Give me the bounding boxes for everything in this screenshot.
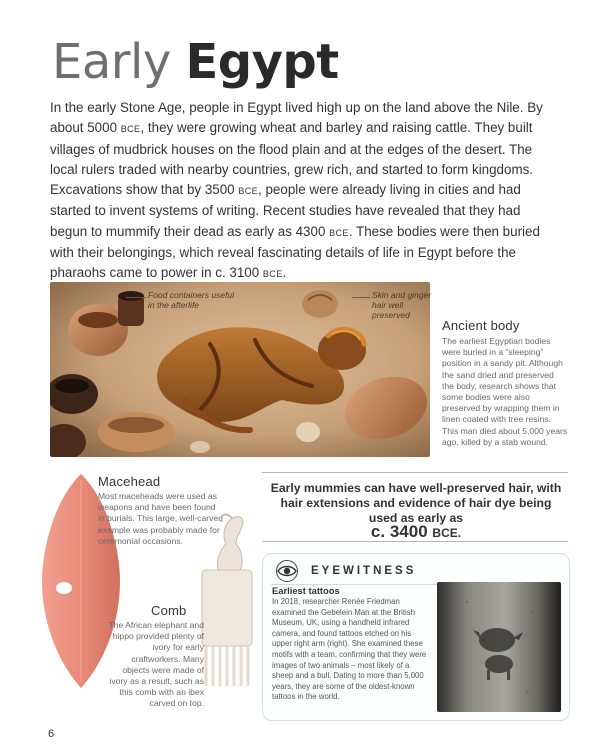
page-title — [52, 34, 339, 90]
era-label: BCE — [238, 186, 259, 197]
comb-image — [196, 510, 258, 690]
quote-date — [371, 522, 461, 541]
eyewitness-label: EYEWITNESS — [311, 565, 417, 577]
ancient-body-heading: Ancient body — [442, 318, 520, 333]
eyewitness-header — [273, 560, 416, 582]
intro-text: . — [282, 265, 287, 281]
eyewitness-subheading: Earliest tattoos — [272, 585, 340, 596]
intro-paragraph — [50, 98, 550, 285]
quote-date-prefix: c. — [370, 522, 386, 542]
intro-text: . These bodies were then buried with their belongings, which reveal fascinating details of life in Egypt before the pharaohs came to power in c. 3100 — [50, 223, 540, 281]
quote-block — [268, 481, 564, 541]
title-bold: Egypt — [185, 34, 339, 90]
era-label: BCE — [262, 269, 283, 280]
ancient-body-text: The earliest Egyptian bodies were buried in a “sleeping” position in a sandy pit. Although the sand dried and preserved the body, research shows that some bodies were also preserved by wrapping them in linen coated with tree resins. This man died about 5,000 years ago, killed by a stab wound. — [442, 336, 568, 447]
eyewitness-box — [262, 553, 570, 721]
era-label: BCE — [329, 227, 349, 238]
quote-text: Early mummies can have well-preserved hair, with hair extensions and evidence of hair dye being used as early as — [270, 481, 562, 525]
tattoo-photo — [437, 582, 561, 712]
skin-caption: Skin and ginger hair well preserved — [372, 290, 432, 320]
quote-rule-bottom — [262, 541, 568, 542]
quote-rule-top — [262, 472, 568, 473]
intro-text: , they were growing wheat and barley and raising cattle. They built villages of mudbrick houses on the flood plain and at the edges of the desert. The local rulers traded with nearby countries, grew rich, and started to form kingdoms. Excavations show that by 3500 — [50, 120, 534, 198]
leader-line — [352, 297, 370, 298]
title-light: Early — [52, 34, 171, 90]
intro-text: , people were already living in cities and had started to invent systems of writing. Recent studies have revealed that they had begun to mummify their dead as early as 4300 — [50, 182, 521, 239]
eyewitness-text: In 2018, researcher Renée Friedman examined the Gebelein Man at the British Museum, UK, using a handheld infrared camera, and found tattoos etched on his upper right arm (right). She examined these motifs with a team, confirming that they were images of two animals – most likely of a sheep and a bull. Dating to more than 5,000 years, they are some of the oldest-known tattoos in the world. — [272, 597, 427, 702]
era-label: BCE — [120, 124, 141, 135]
macehead-text: Most maceheads were used as weapons and have been found in burials. This large, well-carved example was probably made for ceremonial occasions. — [98, 491, 223, 546]
eye-icon — [273, 560, 301, 582]
macehead-heading: Macehead — [98, 474, 161, 489]
quote-date-unit: BCE. — [432, 526, 462, 541]
comb-heading: Comb — [151, 603, 187, 618]
food-caption: Food containers useful in the afterlife — [148, 290, 234, 310]
page-number: 6 — [48, 728, 55, 740]
quote-date-value: 3400 — [389, 522, 428, 542]
intro-text: In the early Stone Age, people in Egypt lived high up on the land above the Nile. By about 5000 — [50, 100, 543, 136]
comb-text: The African elephant and hippo provided plenty of ivory for early craftworkers. Many objects were made of ivory as a result, such as this comb with an ibex carved on top. — [108, 620, 204, 709]
leader-line — [126, 297, 146, 298]
